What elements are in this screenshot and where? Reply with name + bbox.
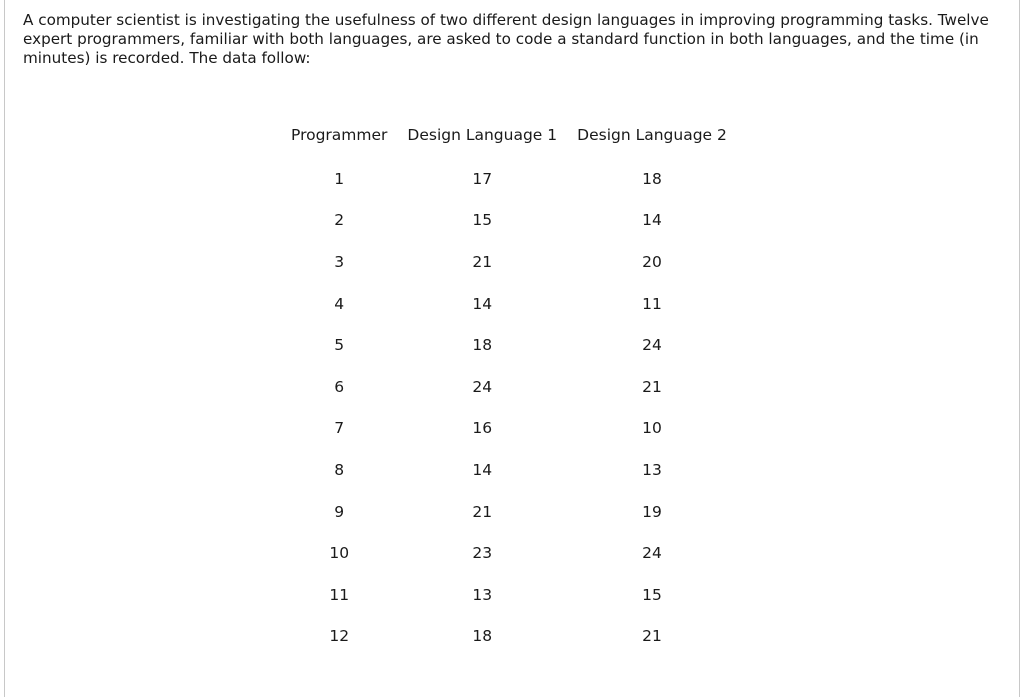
table-row — [281, 491, 737, 533]
language-2-time-cell: 18 — [642, 169, 662, 188]
programmer-cell: 12 — [329, 627, 350, 646]
table-row — [281, 154, 737, 200]
programmer-cell: 7 — [334, 419, 345, 438]
table-row — [281, 574, 737, 616]
language-2-time-cell: 11 — [642, 294, 662, 313]
programmer-cell: 1 — [334, 169, 345, 188]
problem-statement: A computer scientist is investigating the usefulness of two different design languages in improving programming tasks. Twelve expert programmers, familiar with both languages, are asked to code a standard function in both languages, and the time (in minutes) is recorded. The data follow: — [23, 11, 989, 67]
programmer-cell: 3 — [334, 252, 345, 271]
table-row — [281, 532, 737, 574]
language-2-time-cell: 14 — [642, 211, 662, 230]
table-row — [281, 616, 737, 658]
programmer-cell: 6 — [334, 377, 345, 396]
language-2-time-cell: 21 — [642, 377, 662, 396]
table-row — [281, 283, 737, 325]
programmer-cell: 5 — [334, 336, 345, 355]
table-row — [281, 241, 737, 283]
programmer-cell: 10 — [329, 544, 350, 563]
programmer-cell: 8 — [334, 460, 345, 479]
content-frame — [4, 0, 1020, 697]
language-1-time-cell: 24 — [472, 377, 493, 396]
language-1-time-cell: 14 — [472, 294, 493, 313]
header-programmer: Programmer — [291, 126, 388, 144]
language-2-time-cell: 19 — [642, 502, 662, 521]
language-2-time-cell: 24 — [642, 336, 662, 355]
language-2-time-cell: 20 — [642, 252, 662, 271]
table-row — [281, 449, 737, 491]
language-1-time-cell: 21 — [472, 252, 493, 271]
language-1-time-cell: 14 — [472, 460, 493, 479]
language-2-time-cell: 10 — [642, 419, 662, 438]
language-1-time-cell: 18 — [472, 336, 493, 355]
language-2-time-cell: 24 — [642, 544, 662, 563]
table-header-row — [281, 116, 737, 154]
table-row — [281, 408, 737, 450]
language-1-time-cell: 16 — [472, 419, 493, 438]
language-1-time-cell: 13 — [472, 585, 493, 604]
language-2-time-cell: 13 — [642, 460, 662, 479]
language-1-time-cell: 18 — [472, 627, 493, 646]
header-design-language-1: Design Language 1 — [407, 126, 558, 144]
table-row — [281, 200, 737, 242]
programmer-cell: 9 — [334, 502, 345, 521]
programmer-cell: 11 — [329, 585, 350, 604]
table-row — [281, 366, 737, 408]
language-2-time-cell: 15 — [642, 585, 662, 604]
data-table — [281, 116, 737, 657]
language-1-time-cell: 23 — [472, 544, 493, 563]
language-1-time-cell: 21 — [472, 502, 493, 521]
programmer-cell: 4 — [334, 294, 345, 313]
language-1-time-cell: 17 — [472, 169, 493, 188]
header-design-language-2: Design Language 2 — [577, 126, 727, 144]
programmer-cell: 2 — [334, 211, 345, 230]
language-1-time-cell: 15 — [472, 211, 493, 230]
language-2-time-cell: 21 — [642, 627, 662, 646]
table-row — [281, 324, 737, 366]
